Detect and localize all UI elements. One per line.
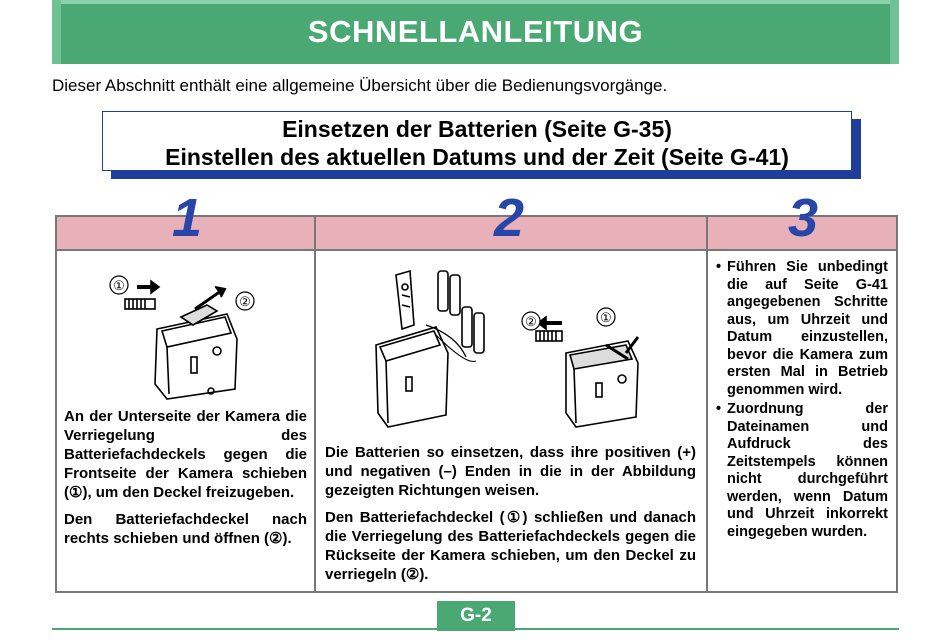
marker-1: ① [113,278,125,293]
step-3-number: 3 [788,188,819,248]
step-1-paragraph: Den Batteriefachdeckel nach rechts schieben und öffnen (②). [64,511,307,547]
marker-2: ② [525,314,537,329]
step-1-text [64,407,307,556]
topic-box [102,111,852,171]
step-2-column [316,188,708,591]
topic-line-2: Einstellen des aktuellen Datums und der Zeit (Seite G-41) [165,144,789,170]
step-1-column [57,188,316,591]
list-item: • Zuordnung der Dateinamen und Aufdruck des Zeitstempels können nicht durchgeführt werden, wenn Datum und Uhrzeit inkorrekt eingegeben wurden. [716,401,888,541]
step-1-number: 1 [172,188,203,248]
insert-batteries-illustration [366,265,666,435]
step-2-paragraph: Den Batteriefachdeckel (①) schließen und danach die Verriegelung des Batteriefachdeckels gegen die Rückseite der Kamera schieben, um den Deckel zu verriegeln (②). [325,509,696,583]
header-band [52,0,899,64]
steps-table [55,188,898,593]
step-2-paragraph: Die Batterien so einsetzen, dass ihre positiven (+) und negativen (–) Enden in die in der Abbildung gezeigten Richtungen weisen. [325,444,696,499]
step-2-number: 2 [494,188,525,248]
step-1-paragraph: An der Unterseite der Kamera die Verriegelung des Batteriefachdeckels gegen die Frontseite der Kamera schieben (①), um den Deckel freizugeben. [64,408,307,501]
page-title: SCHNELLANLEITUNG [307,14,644,49]
intro-text: Dieser Abschnitt enthält eine allgemeine Übersicht über die Bedienungsvorgänge. [52,76,668,95]
page-number-badge: G-2 [437,601,515,631]
camera-open-cover-illustration [107,269,257,409]
topic-line-1: Einsetzen der Batterien (Seite G-35) [282,116,672,142]
marker-2: ② [239,294,251,309]
step-3-column [708,188,896,591]
step-3-text [716,259,888,543]
marker-1: ① [600,310,612,325]
list-item: • Führen Sie unbedingt die auf Seite G-41 angegebenen Schritte aus, um Uhrzeit und Datum einzustellen, bevor die Kamera zum ersten Mal in Betrieb genommen wird. [716,259,888,399]
step-3-bullet-list [716,259,888,541]
step-2-text [325,443,696,592]
